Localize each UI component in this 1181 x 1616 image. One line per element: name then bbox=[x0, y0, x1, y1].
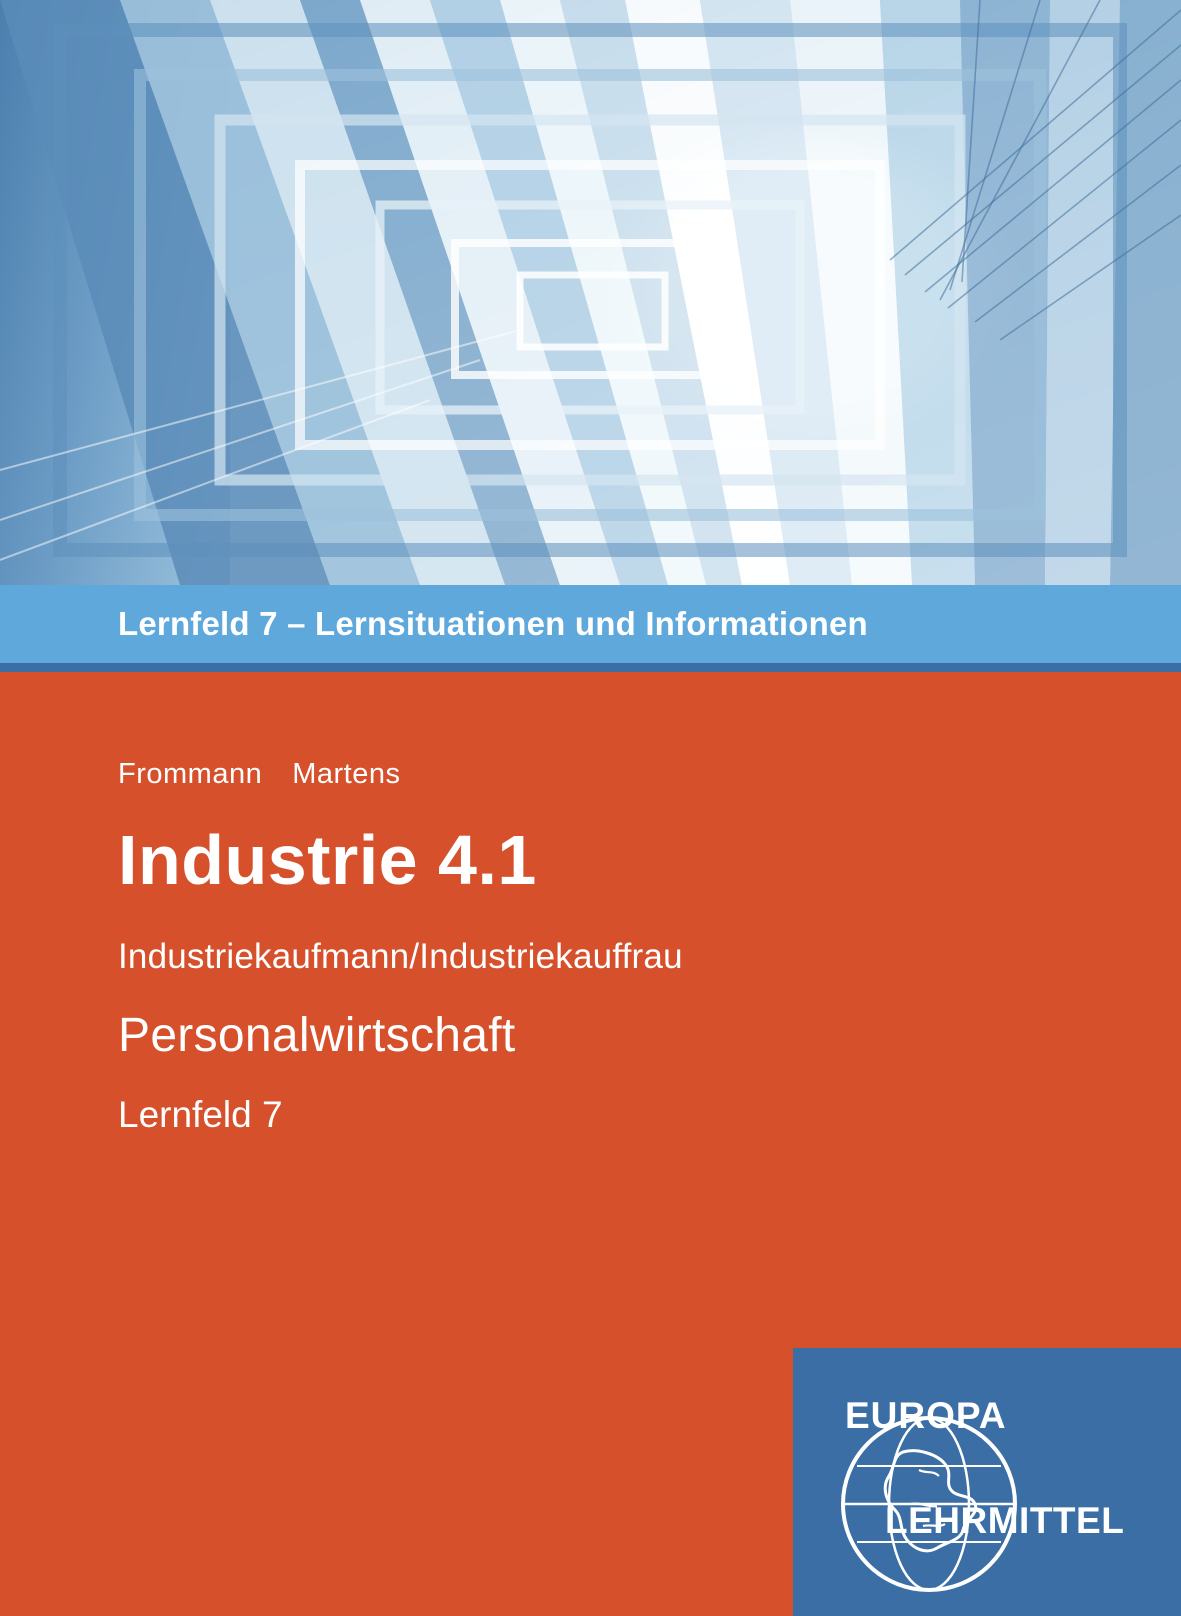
book-subtitle: Industriekaufmann/Industriekauffrau bbox=[118, 937, 683, 976]
author-first: Frommann bbox=[118, 758, 263, 790]
band-divider bbox=[0, 663, 1181, 672]
publisher-name-line2: LEHRMITTEL bbox=[885, 1500, 1125, 1541]
series-band bbox=[0, 585, 1181, 663]
photo-structure-lines bbox=[0, 0, 1181, 585]
book-learning-field: Lernfeld 7 bbox=[118, 1094, 283, 1135]
series-band-label: Lernfeld 7 – Lernsituationen und Informationen bbox=[118, 605, 868, 642]
author-second: Martens bbox=[292, 758, 401, 790]
authors-line bbox=[118, 758, 400, 791]
book-title: Industrie 4.1 bbox=[118, 821, 537, 899]
cover-photo bbox=[0, 0, 1181, 585]
book-topic: Personalwirtschaft bbox=[118, 1009, 516, 1062]
publisher-name-line1: EUROPA bbox=[845, 1395, 1007, 1436]
publisher-logo bbox=[793, 1348, 1181, 1616]
